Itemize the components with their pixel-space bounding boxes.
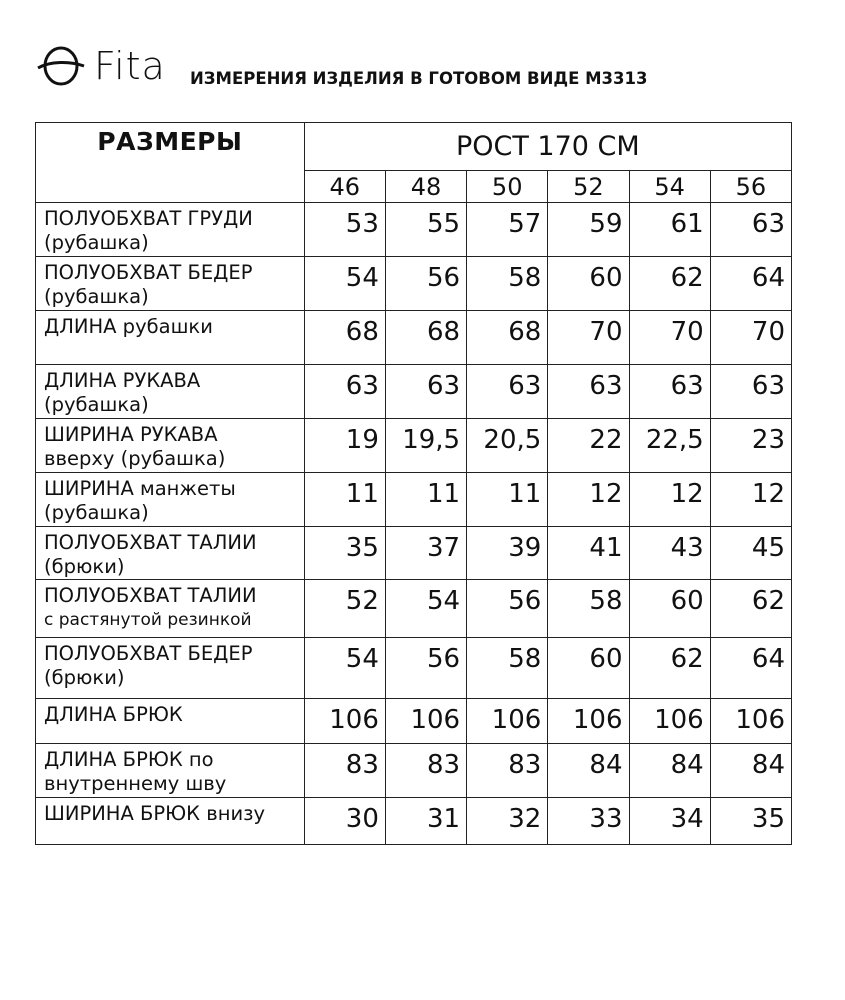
table-row	[36, 580, 792, 638]
table-row	[36, 744, 792, 798]
measurement-value: 60	[548, 257, 629, 311]
table-row	[36, 798, 792, 845]
measurement-value: 84	[629, 744, 710, 798]
measurement-value: 70	[548, 311, 629, 365]
measurement-value: 83	[385, 744, 466, 798]
measurement-label	[36, 311, 305, 365]
measurement-value: 32	[467, 798, 548, 845]
measurement-value: 64	[710, 638, 791, 699]
measurement-value: 106	[710, 699, 791, 744]
measurement-label	[36, 580, 305, 638]
measurement-value: 55	[385, 203, 466, 257]
measurement-value: 30	[304, 798, 385, 845]
measurement-value: 63	[385, 365, 466, 419]
measurement-value: 54	[304, 638, 385, 699]
measurement-value: 12	[629, 473, 710, 527]
measurement-value: 39	[467, 527, 548, 580]
measurement-value: 20,5	[467, 419, 548, 473]
measurement-value: 64	[710, 257, 791, 311]
measurement-value: 19,5	[385, 419, 466, 473]
measurement-value: 34	[629, 798, 710, 845]
measurement-label-line: ШИРИНА манжеты	[44, 477, 236, 500]
measurement-value: 23	[710, 419, 791, 473]
size-header-cell: 52	[548, 171, 629, 203]
size-header-cell: 46	[304, 171, 385, 203]
measurement-value: 12	[710, 473, 791, 527]
measurement-value: 84	[548, 744, 629, 798]
measurement-value: 54	[304, 257, 385, 311]
measurement-label-line: ШИРИНА РУКАВА	[44, 423, 218, 446]
measurement-value: 12	[548, 473, 629, 527]
measurement-value: 60	[629, 580, 710, 638]
measurement-value: 106	[548, 699, 629, 744]
table-row	[36, 699, 792, 744]
measurement-label-line: ПОЛУОБХВАТ ТАЛИИ	[44, 531, 257, 554]
measurement-value: 22	[548, 419, 629, 473]
measurement-value: 63	[467, 365, 548, 419]
measurement-label	[36, 419, 305, 473]
measurement-value: 58	[467, 257, 548, 311]
sizes-header: РАЗМЕРЫ	[36, 123, 305, 203]
measurement-value: 33	[548, 798, 629, 845]
measurement-value: 106	[304, 699, 385, 744]
measurement-value: 43	[629, 527, 710, 580]
measurement-label-line: (брюки)	[44, 555, 125, 578]
measurement-label	[36, 473, 305, 527]
measurement-label-line: ДЛИНА рубашки	[44, 315, 213, 338]
table-row	[36, 419, 792, 473]
measurement-value: 22,5	[629, 419, 710, 473]
table-header-row	[36, 123, 792, 171]
measurement-label	[36, 203, 305, 257]
measurement-label-line: ПОЛУОБХВАТ БЕДЕР	[44, 261, 253, 284]
measurement-value: 58	[467, 638, 548, 699]
measurement-value: 59	[548, 203, 629, 257]
measurement-label-line: с растянутой резинкой	[44, 610, 252, 630]
height-header: РОСТ 170 СМ	[304, 123, 791, 171]
measurement-label-line: (рубашка)	[44, 285, 149, 308]
measurement-value: 62	[629, 257, 710, 311]
measurement-value: 54	[385, 580, 466, 638]
measurement-value: 106	[385, 699, 466, 744]
measurement-value: 68	[304, 311, 385, 365]
measurement-value: 11	[467, 473, 548, 527]
table-row	[36, 311, 792, 365]
measurement-value: 62	[629, 638, 710, 699]
measurement-value: 56	[385, 638, 466, 699]
measurement-label	[36, 798, 305, 845]
measurement-label	[36, 744, 305, 798]
size-header-cell: 54	[629, 171, 710, 203]
measurement-label-line: (рубашка)	[44, 501, 149, 524]
logo-text: Fita	[94, 44, 166, 88]
measurement-value: 53	[304, 203, 385, 257]
measurement-label-line: вверху (рубашка)	[44, 447, 226, 470]
measurement-value: 70	[710, 311, 791, 365]
measurement-value: 35	[710, 798, 791, 845]
measurement-label-line: ПОЛУОБХВАТ БЕДЕР	[44, 642, 253, 665]
measurement-value: 60	[548, 638, 629, 699]
size-header-cell: 56	[710, 171, 791, 203]
measurement-value: 63	[304, 365, 385, 419]
measurement-value: 63	[710, 365, 791, 419]
measurement-value: 11	[385, 473, 466, 527]
measurement-value: 35	[304, 527, 385, 580]
measurement-value: 56	[385, 257, 466, 311]
size-header-cell: 48	[385, 171, 466, 203]
size-header-cell: 50	[467, 171, 548, 203]
measurement-label	[36, 638, 305, 699]
measurement-value: 11	[304, 473, 385, 527]
measurement-value: 68	[385, 311, 466, 365]
measurement-label	[36, 365, 305, 419]
measurement-value: 68	[467, 311, 548, 365]
table-row	[36, 203, 792, 257]
measurement-label-line: ДЛИНА РУКАВА	[44, 369, 201, 392]
measurement-value: 70	[629, 311, 710, 365]
measurement-value: 62	[710, 580, 791, 638]
measurement-value: 63	[629, 365, 710, 419]
measurement-label-line: (рубашка)	[44, 393, 149, 416]
measurement-label-line: (рубашка)	[44, 231, 149, 254]
fita-logo-icon	[36, 42, 86, 88]
page-header	[36, 42, 816, 92]
measurement-label-line: ПОЛУОБХВАТ ГРУДИ	[44, 207, 253, 230]
measurement-value: 41	[548, 527, 629, 580]
measurement-value: 84	[710, 744, 791, 798]
measurement-label	[36, 257, 305, 311]
measurement-label-line: ШИРИНА БРЮК внизу	[44, 802, 266, 825]
measurement-value: 106	[467, 699, 548, 744]
measurement-label-line: ДЛИНА БРЮК	[44, 703, 183, 726]
measurement-value: 57	[467, 203, 548, 257]
table-row	[36, 527, 792, 580]
document-title: ИЗМЕРЕНИЯ ИЗДЕЛИЯ В ГОТОВОМ ВИДЕ М3313	[190, 69, 648, 88]
measurement-value: 45	[710, 527, 791, 580]
measurement-value: 52	[304, 580, 385, 638]
measurement-value: 56	[467, 580, 548, 638]
measurement-value: 31	[385, 798, 466, 845]
table-row	[36, 365, 792, 419]
table-row	[36, 257, 792, 311]
measurement-value: 61	[629, 203, 710, 257]
measurement-value: 106	[629, 699, 710, 744]
table-row	[36, 638, 792, 699]
measurement-label-line: ДЛИНА БРЮК по	[44, 748, 214, 771]
measurement-value: 83	[304, 744, 385, 798]
measurement-value: 63	[548, 365, 629, 419]
measurement-value: 63	[710, 203, 791, 257]
table-row	[36, 473, 792, 527]
measurement-label	[36, 527, 305, 580]
measurement-label-line: (брюки)	[44, 666, 125, 689]
size-chart-table	[35, 122, 792, 845]
measurement-label-line: внутреннему шву	[44, 772, 227, 795]
measurement-value: 19	[304, 419, 385, 473]
measurement-label-line: ПОЛУОБХВАТ ТАЛИИ	[44, 584, 257, 607]
measurement-label	[36, 699, 305, 744]
measurement-value: 58	[548, 580, 629, 638]
measurement-value: 83	[467, 744, 548, 798]
measurement-value: 37	[385, 527, 466, 580]
